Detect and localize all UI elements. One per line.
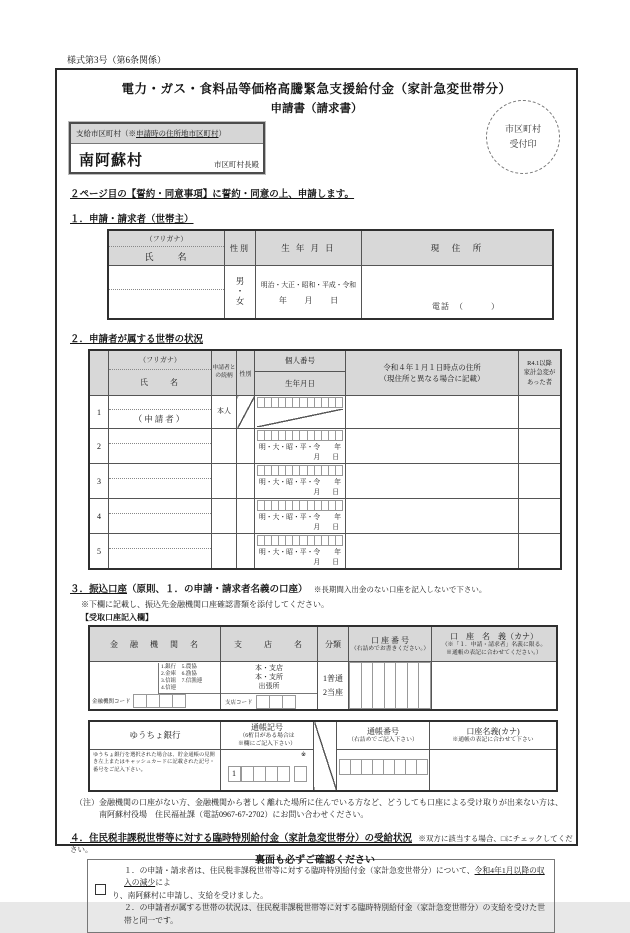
section4-title: ４．住民税非課税世帯等に対する臨時特別給付金（家計急変世帯分）の受給状況 ※双方に該当する場合、□にチェックしてください。	[70, 833, 573, 854]
passbook-number-header: 通帳番号 （右詰めでご記入下さい）	[337, 721, 430, 749]
section3-title-note: ※長期間入出金のない口座を記入しないで下さい。	[313, 585, 487, 594]
mynumber-boxes	[257, 397, 343, 408]
attach-note: ※下欄に記載し、振込先金融機関口座確認書類を添付してください。	[81, 600, 329, 609]
s2-row-number-header	[89, 350, 109, 396]
municipality-box	[69, 122, 265, 174]
account-number-field	[349, 662, 432, 711]
s1-birth-header: 生 年 月 日	[256, 230, 362, 266]
passbook-symbol-field	[221, 749, 314, 791]
diagonal-divider	[314, 721, 337, 791]
mynumber-boxes	[257, 500, 343, 511]
s1-name-label: 氏 名	[144, 251, 189, 262]
applicant-name-placeholder: （申請者）	[133, 414, 187, 425]
household-row-3: 3 明・大・昭・平・令 年 月 日	[89, 464, 561, 499]
institution-type-options: 1.銀行 5.農協 2.金庫 6.漁協 3.信組 7.信漁連 4.信連	[158, 663, 220, 694]
account-holder-field	[432, 662, 558, 711]
symbol-star-box	[294, 766, 307, 782]
s1-gender-header: 性別	[225, 230, 256, 266]
s1-address-field	[362, 266, 554, 320]
s1-phone-label: 電話 （ ）	[432, 302, 500, 311]
page-title-line2: 申請書（請求書）	[270, 103, 363, 115]
municipality-row	[57, 122, 576, 176]
yucho-bank-label: ゆうちょ銀行	[89, 721, 221, 749]
yucho-holder-header: 口座名義(カナ) ※通帳の表記に合わせて下さい	[430, 721, 558, 749]
branch-type-options: 本・支店 本・支所 出張所	[255, 664, 283, 690]
section4-title-note: ※双方に該当する場合、□にチェックしてください。	[70, 833, 573, 854]
account-number-boxes	[349, 662, 431, 709]
yucho-account-table	[88, 720, 558, 792]
s2-relation-header: 申請者との続柄	[212, 350, 237, 396]
branch-field	[221, 662, 318, 711]
s1-name-field	[108, 266, 225, 320]
s1-name-header	[108, 230, 225, 266]
institution-code-label: 金融機関コード	[92, 699, 131, 705]
receipt-stamp-circle	[486, 100, 560, 174]
household-row-4: 4 明・大・昭・平・令 年 月 日	[89, 499, 561, 534]
mynumber-boxes	[257, 535, 343, 546]
page-title-line1: 電力・ガス・食料品等価格高騰緊急支援給付金（家計急変世帯分）	[121, 82, 512, 96]
s1-furigana-label: （フリガナ）	[109, 231, 224, 247]
pledge-statement: ２ページ目の【誓約・同意事項】に誓約・同意の上、申請します。	[70, 190, 355, 200]
institution-header: 金 融 機 関 名	[89, 626, 221, 662]
relation-self: 本人	[212, 396, 237, 429]
municipality-name: 南阿蘇村	[79, 153, 144, 169]
s1-address-header: 現 住 所	[362, 230, 554, 266]
yucho-select-note: ゆうちょ銀行を選択された場合は、貯金通帳の見開き左上またはキャッシュカードに記載された記号・番号をご記入下さい。	[89, 749, 221, 791]
municipality-body	[71, 144, 263, 172]
passbook-symbol-header: 通帳記号 （6桁目がある場合は ※欄にご記入下さい）	[221, 721, 314, 749]
s1-gender-field: 男 ・ 女	[225, 266, 256, 320]
star-mark: ※	[300, 751, 306, 758]
branch-code-label: 支店コード	[225, 699, 253, 706]
household-row-5: 5 明・大・昭・平・令 年 月 日	[89, 534, 561, 570]
s2-gender-header: 性別	[237, 350, 255, 396]
account-number-header: 口 座 番 号 （右詰めでお書きください。）	[349, 626, 432, 662]
mynumber-boxes	[257, 465, 343, 476]
addressee-label: 市区町村長殿	[214, 160, 259, 169]
s2-row1-gender-strikeout	[237, 396, 255, 429]
s2-name-header: （フリガナ） 氏 名	[109, 350, 212, 396]
account-entry-label: 【受取口座記入欄】	[81, 613, 153, 622]
prior-benefit-item1-cont: り、南阿蘇村に申請し、支給を受けました。	[112, 890, 268, 900]
received-checkbox	[95, 884, 106, 895]
institution-field	[89, 662, 221, 711]
s2-row1-birth-strikeout	[257, 409, 343, 427]
form-number-note: 様式第3号（第6条関係）	[67, 55, 167, 65]
applicant-table	[107, 229, 554, 320]
passbook-number-boxes	[339, 759, 428, 775]
symbol-first-digit: 1	[228, 766, 241, 782]
branch-header: 支 店 名	[221, 626, 318, 662]
passbook-number-field	[337, 749, 430, 791]
prior-benefit-item1: １．の申請・請求者は、住民税非課税世帯等に対する臨時特別給付金（家計急変世帯分）について、令和4年1月以降の収入の減少によ	[124, 865, 545, 888]
institution-code-boxes	[133, 694, 186, 708]
account-holder-header: 口 座 名 義（カナ） （※「１．申請・請求者」名義に限る。 ※通帳の表記に合わせてください。）	[432, 626, 558, 662]
household-row-2: 2 明・大・昭・平・令 年 月 日	[89, 429, 561, 464]
s1-era-options: 明治・大正・昭和・平成・令和	[260, 281, 357, 289]
s2-change-header: R4.1以降 家計急変が あった者	[519, 350, 562, 396]
bank-caution-note: （注） 金融機関の口座がない方、金融機関から著しく離れた場所に住んでいる方など、どうしても口座による受け取りが出来ない方は、 南阿蘇村役場 住民福祉課（電話0967-67-2702）にお問い合わせください。	[75, 797, 563, 819]
section1-title: １．申請・請求者（世帯主）	[70, 215, 194, 225]
class-header: 分類	[318, 626, 349, 662]
yucho-holder-field	[430, 749, 558, 791]
class-field: 1普通 2当座	[318, 662, 349, 711]
receipt-stamp-line2: 受付印	[509, 139, 537, 149]
prior-benefit-item2: ２．の申請者が属する世帯の状況は、住民税非課税世帯等に対する臨時特別給付金（家計急変世帯分）の支給を受けた世帯と同一です。	[124, 903, 546, 925]
receipt-stamp-line1: 市区町村	[504, 123, 541, 134]
s2-mynumber-birth-header: 個人番号 生年月日	[255, 350, 346, 396]
household-row-1: 1 （申請者） 本人	[89, 396, 561, 429]
section2-title: ２．申請者が属する世帯の状況	[70, 335, 204, 345]
footer-reverse-side-note: 裏面も必ずご確認ください	[255, 855, 375, 866]
prior-benefit-box	[87, 859, 555, 933]
mynumber-boxes	[257, 430, 343, 441]
municipality-label: 支給市区町村（※申請時の住所地市区町村）	[71, 124, 263, 144]
s2-address-header: 令和４年１月１日時点の住所 （現住所と異なる場合に記載）	[346, 350, 519, 396]
s1-birth-field: 明治・大正・昭和・平成・令和 年 月 日	[256, 266, 362, 320]
bank-account-table	[88, 625, 558, 711]
section3-title: ３．振込口座（原則、１．の申請・請求者名義の口座） ※長期間入出金のない口座を記入しないで下さい。	[70, 585, 487, 595]
branch-code-boxes	[256, 695, 296, 709]
household-table	[88, 349, 562, 570]
